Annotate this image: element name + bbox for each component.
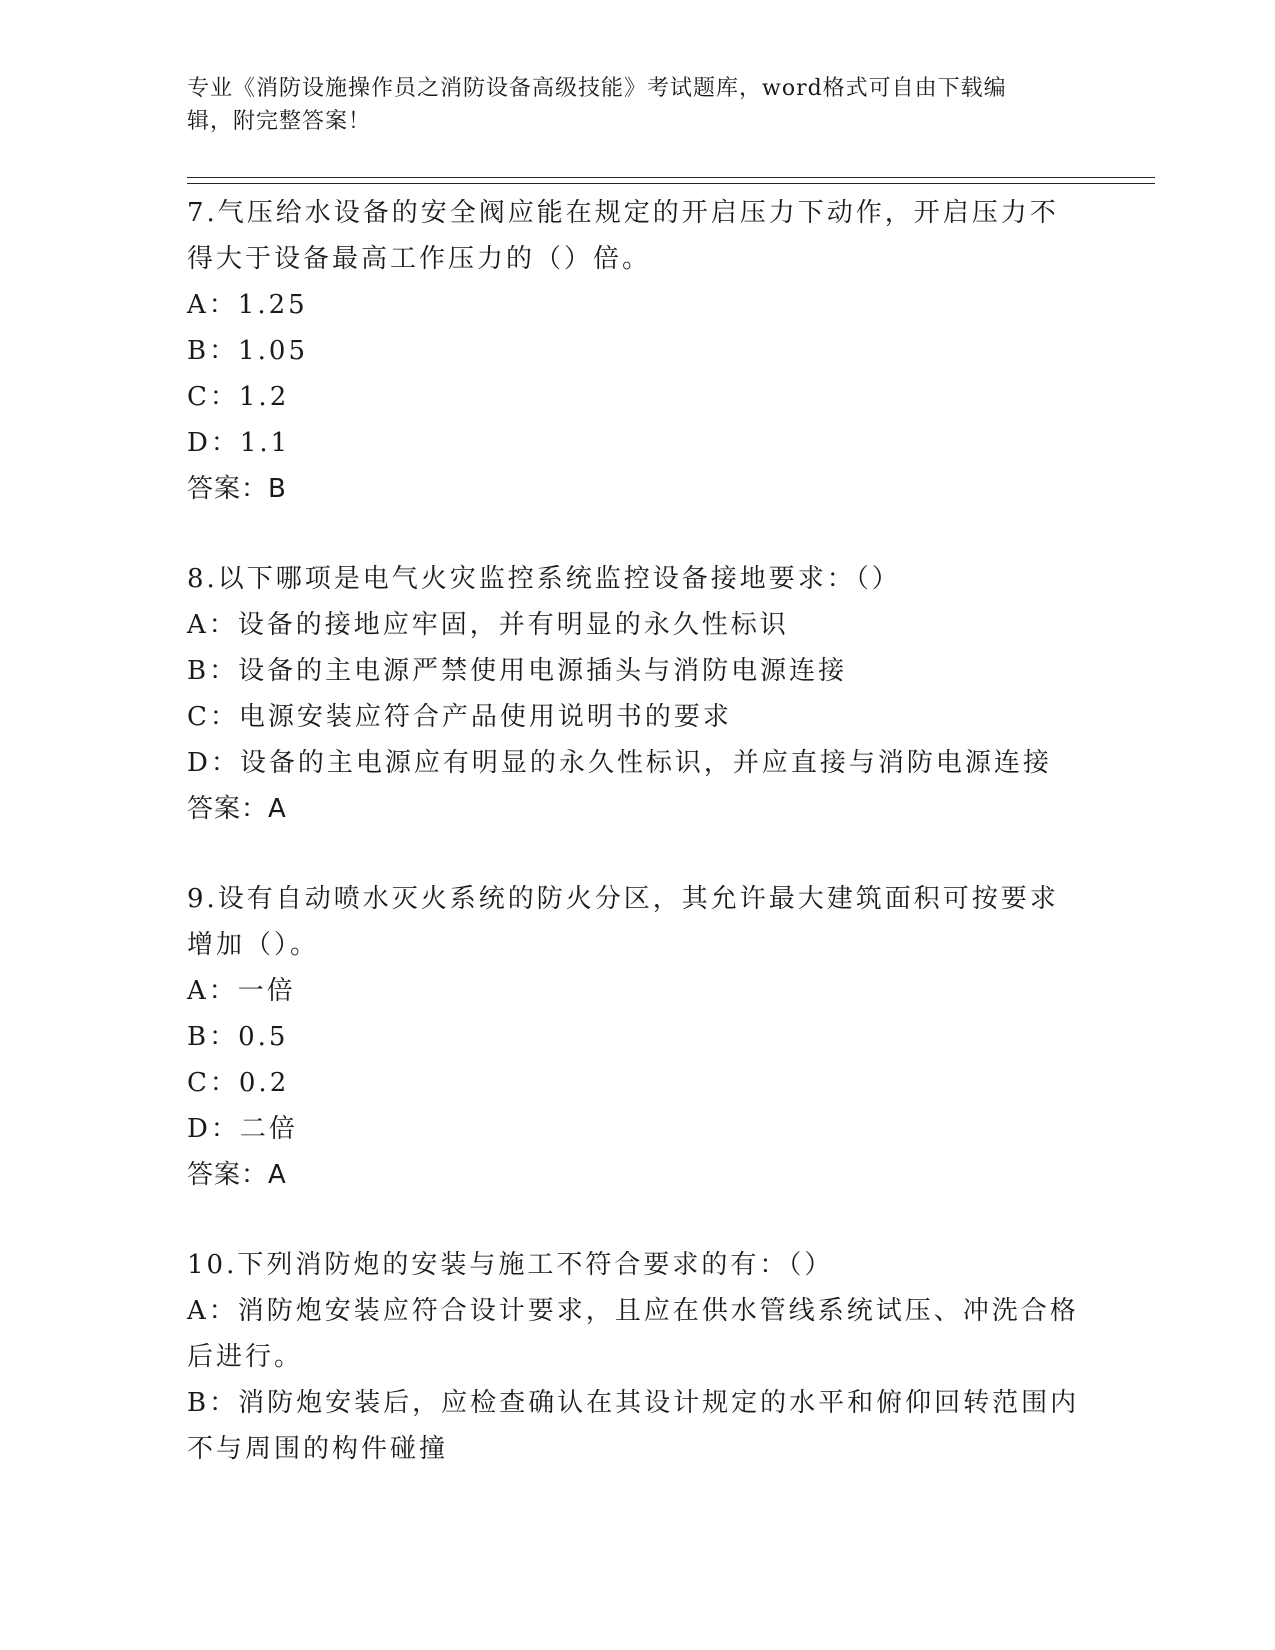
answer-label: 答案：A bbox=[187, 794, 287, 824]
option-b: B：0.5 bbox=[187, 1022, 289, 1052]
option-b: B：设备的主电源严禁使用电源插头与消防电源连接 bbox=[187, 656, 848, 686]
header-rule-top bbox=[187, 177, 1155, 178]
option-d: D：1.1 bbox=[187, 428, 291, 458]
option-d: D：二倍 bbox=[187, 1114, 298, 1144]
option-b: B：消防炮安装后，应检查确认在其设计规定的水平和俯仰回转范围内 bbox=[187, 1388, 1080, 1418]
option-a: A：消防炮安装应符合设计要求，且应在供水管线系统试压、冲洗合格 bbox=[187, 1296, 1079, 1326]
option-a: A：1.25 bbox=[187, 290, 308, 320]
question-list bbox=[187, 190, 1080, 1472]
question-stem: 9.设有自动喷水灭火系统的防火分区，其允许最大建筑面积可按要求 bbox=[187, 884, 1059, 914]
question-7 bbox=[187, 190, 1077, 512]
question-stem: 8.以下哪项是电气火灾监控系统监控设备接地要求：（） bbox=[187, 564, 901, 594]
option-a: A：设备的接地应牢固，并有明显的永久性标识 bbox=[187, 610, 789, 640]
option-a-continued: 后进行。 bbox=[187, 1342, 304, 1372]
question-stem: 得大于设备最高工作压力的（）倍。 bbox=[187, 244, 652, 274]
answer-label: 答案：B bbox=[187, 474, 287, 504]
option-c: C：电源安装应符合产品使用说明书的要求 bbox=[187, 702, 732, 732]
option-c: C：1.2 bbox=[187, 382, 290, 412]
option-b: B：1.05 bbox=[187, 336, 308, 366]
question-8 bbox=[187, 556, 1077, 832]
question-stem: 增加（）。 bbox=[187, 930, 320, 960]
option-c: C：0.2 bbox=[187, 1068, 290, 1098]
document-header bbox=[187, 72, 1067, 138]
header-rule-bottom bbox=[187, 183, 1155, 184]
question-stem: 7.气压给水设备的安全阀应能在规定的开启压力下动作，开启压力不 bbox=[187, 198, 1059, 228]
question-9 bbox=[187, 876, 1077, 1198]
question-stem: 10.下列消防炮的安装与施工不符合要求的有：（） bbox=[187, 1250, 834, 1280]
option-b-continued: 不与周围的构件碰撞 bbox=[187, 1434, 449, 1464]
answer-label: 答案：A bbox=[187, 1160, 287, 1190]
option-d: D：设备的主电源应有明显的永久性标识，并应直接与消防电源连接 bbox=[187, 748, 1052, 778]
option-a: A：一倍 bbox=[187, 976, 296, 1006]
question-10 bbox=[187, 1242, 1080, 1472]
header-line-2: 辑，附完整答案！ bbox=[187, 109, 372, 134]
header-line-1: 专业《消防设施操作员之消防设备高级技能》考试题库，word格式可自由下载编 bbox=[187, 76, 1007, 101]
